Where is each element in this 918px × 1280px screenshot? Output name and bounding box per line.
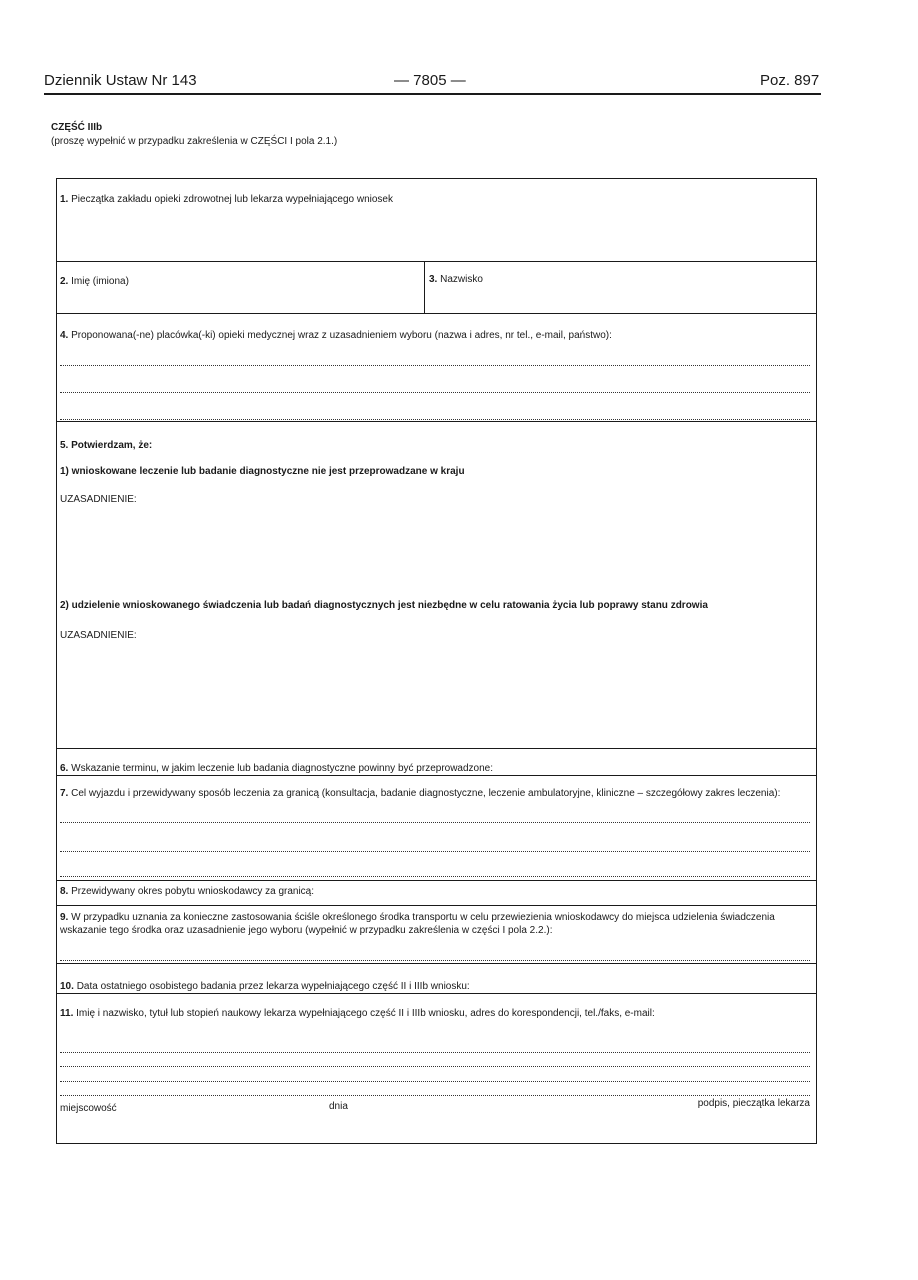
field-7-label bbox=[60, 787, 780, 800]
field-4-number: 4. bbox=[60, 330, 69, 341]
field-6-number: 6. bbox=[60, 763, 69, 774]
field-11-line[interactable] bbox=[60, 1095, 810, 1096]
field-7-line[interactable] bbox=[60, 851, 810, 852]
field-3-text: Nazwisko bbox=[440, 274, 483, 285]
field-9-number: 9. bbox=[60, 912, 69, 923]
field-4-line[interactable] bbox=[60, 365, 810, 366]
column-divider bbox=[424, 261, 425, 313]
field-5-justification-2[interactable]: UZASADNIENIE: bbox=[60, 630, 137, 641]
signature-place: miejscowość bbox=[60, 1103, 117, 1114]
field-1-text: Pieczątka zakładu opieki zdrowotnej lub lekarza wypełniającego wniosek bbox=[71, 194, 393, 205]
field-8-text: Przewidywany okres pobytu wnioskodawcy za granicą: bbox=[71, 886, 315, 897]
application-form bbox=[56, 178, 817, 1144]
row-divider bbox=[57, 905, 816, 906]
field-5-item-1: 1) wnioskowane leczenie lub badanie diagnostyczne nie jest przeprowadzane w kraju bbox=[60, 466, 465, 477]
row-divider bbox=[57, 775, 816, 776]
signature-date: dnia bbox=[329, 1101, 348, 1112]
field-11-line[interactable] bbox=[60, 1081, 810, 1082]
field-4-label bbox=[60, 329, 612, 342]
field-9-label bbox=[60, 911, 812, 937]
field-7-line[interactable] bbox=[60, 822, 810, 823]
field-5-title: 5. Potwierdzam, że: bbox=[60, 440, 153, 451]
field-9-line[interactable] bbox=[60, 960, 810, 961]
field-2-number: 2. bbox=[60, 276, 69, 287]
field-10-text: Data ostatniego osobistego badania przez lekarza wypełniającego część II i IIIb wniosku: bbox=[76, 981, 470, 992]
field-11-label bbox=[60, 1007, 655, 1020]
field-6-label[interactable] bbox=[60, 762, 493, 775]
field-4-line[interactable] bbox=[60, 392, 810, 393]
part-note: (proszę wypełnić w przypadku zakreślenia w CZĘŚCI I pola 2.1.) bbox=[51, 136, 338, 147]
field-4-line[interactable] bbox=[60, 419, 810, 420]
field-8-number: 8. bbox=[60, 886, 69, 897]
field-3-number: 3. bbox=[429, 274, 438, 285]
row-divider bbox=[57, 748, 816, 749]
field-1-number: 1. bbox=[60, 194, 69, 205]
part-title: CZĘŚĆ IIIb bbox=[51, 122, 103, 133]
row-divider bbox=[57, 963, 816, 964]
field-11-number: 11. bbox=[60, 1008, 74, 1019]
row-divider bbox=[57, 421, 816, 422]
field-5-justification-1[interactable]: UZASADNIENIE: bbox=[60, 494, 137, 505]
field-3-label[interactable] bbox=[429, 273, 483, 286]
field-1-label bbox=[60, 193, 393, 206]
field-7-number: 7. bbox=[60, 788, 69, 799]
row-divider bbox=[57, 313, 816, 314]
field-10-label[interactable] bbox=[60, 980, 470, 993]
header-rule bbox=[44, 93, 821, 95]
field-9-text: W przypadku uznania za konieczne zastosowania ściśle określonego środka transportu w celu przewiezienia wnioskodawcy do miejsca udzielenia świadczenia wskazanie tego środka oraz uzasadnienie jego wyboru (wypełnić w przypadku zakreślenia w części I pola 2.2.): bbox=[60, 912, 775, 936]
field-10-number: 10. bbox=[60, 981, 74, 992]
field-7-line[interactable] bbox=[60, 876, 810, 877]
field-8-label[interactable] bbox=[60, 885, 314, 898]
row-divider bbox=[57, 993, 816, 994]
row-divider bbox=[57, 880, 816, 881]
field-11-text: Imię i nazwisko, tytuł lub stopień naukowy lekarza wypełniającego część II i IIIb wniosku, adres do korespondencji, tel./faks, e-mail: bbox=[76, 1008, 655, 1019]
field-2-label[interactable] bbox=[60, 275, 129, 288]
field-2-text: Imię (imiona) bbox=[71, 276, 129, 287]
page-number: — 7805 — bbox=[394, 72, 466, 89]
field-4-text: Proponowana(-ne) placówka(-ki) opieki medycznej wraz z uzasadnieniem wyboru (nazwa i adres, nr tel., e-mail, państwo): bbox=[71, 330, 612, 341]
journal-title: Dziennik Ustaw Nr 143 bbox=[44, 72, 197, 89]
signature-sign: podpis, pieczątka lekarza bbox=[697, 1098, 810, 1109]
field-5-item-2: 2) udzielenie wnioskowanego świadczenia lub badań diagnostycznych jest niezbędne w celu ratowania życia lub poprawy stanu zdrowia bbox=[60, 600, 708, 611]
field-11-line[interactable] bbox=[60, 1052, 810, 1053]
row-divider bbox=[57, 261, 816, 262]
field-6-text: Wskazanie terminu, w jakim leczenie lub badania diagnostyczne powinny być przeprowadzone: bbox=[71, 763, 494, 774]
field-11-line[interactable] bbox=[60, 1066, 810, 1067]
position-number: Poz. 897 bbox=[760, 72, 820, 89]
field-7-text: Cel wyjazdu i przewidywany sposób leczenia za granicą (konsultacja, badanie diagnostyczne, leczenie ambulatoryjne, kliniczne – szczegółowy zakres leczenia): bbox=[71, 788, 781, 799]
